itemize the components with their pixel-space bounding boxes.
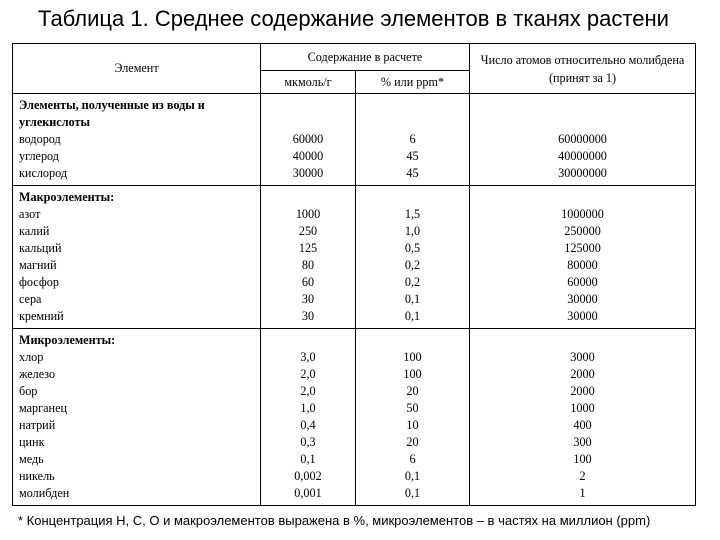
atoms-cell	[470, 94, 696, 186]
element-name: железо	[19, 367, 56, 381]
element-names-cell	[13, 94, 261, 186]
element-name: кальций	[19, 241, 62, 255]
element-name: хлор	[19, 350, 44, 364]
atoms-value: 60000000	[558, 132, 607, 146]
table-body	[13, 94, 696, 506]
mkmol-value: 60	[301, 275, 315, 289]
element-name: магний	[19, 258, 57, 272]
percent-value: 20	[406, 384, 419, 398]
percent-value: 0,5	[404, 241, 421, 255]
percent-value: 45	[406, 166, 419, 180]
percent-value: 1,5	[404, 207, 421, 221]
element-name: натрий	[19, 418, 56, 432]
mkmol-value: 125	[298, 241, 318, 255]
element-names-cell	[13, 329, 261, 506]
element-names-cell	[13, 186, 261, 329]
atoms-value: 300	[573, 435, 592, 449]
percent-value: 0,1	[404, 486, 421, 500]
atoms-value: 30000	[567, 309, 598, 323]
atoms-value: 250000	[564, 224, 601, 238]
element-name: фосфор	[19, 275, 59, 289]
percent-value: 1,0	[404, 224, 421, 238]
atoms-value: 1	[579, 486, 586, 500]
atoms-value: 3000	[570, 350, 595, 364]
atoms-value: 2000	[570, 384, 595, 398]
atoms-value: 30000000	[558, 166, 607, 180]
percent-value: 0,1	[404, 292, 421, 306]
atoms-value: 400	[573, 418, 592, 432]
percent-value: 6	[409, 452, 416, 466]
element-name: углерод	[19, 149, 60, 163]
percent-cell	[356, 329, 470, 506]
mkmol-value: 0,3	[300, 435, 316, 449]
atoms-value: 1000000	[561, 207, 604, 221]
table-row	[13, 329, 696, 506]
element-name: никель	[19, 469, 55, 483]
element-name: молибден	[19, 486, 70, 500]
mkmol-value: 1000	[295, 207, 321, 221]
mkmol-value: 80	[301, 258, 315, 272]
element-name: марганец	[19, 401, 67, 415]
element-name: сера	[19, 292, 42, 306]
header-atoms: Число атомов относительно молибдена (принят за 1)	[470, 44, 696, 94]
percent-cell	[356, 186, 470, 329]
mkmol-value: 0,4	[300, 418, 316, 432]
mkmol-value: 60000	[292, 132, 324, 146]
mkmol-value: 30000	[292, 166, 324, 180]
mkmol-value: 30	[301, 309, 315, 323]
table-row	[13, 94, 696, 186]
page-title: Таблица 1. Среднее содержание элементов в тканях растени	[38, 6, 669, 31]
element-name: медь	[19, 452, 44, 466]
percent-value: 0,1	[404, 309, 421, 323]
element-name: азот	[19, 207, 41, 221]
element-name: бор	[19, 384, 38, 398]
group-title: Макроэлементы:	[19, 190, 115, 204]
header-content-group: Содержание в расчете	[261, 44, 470, 71]
percent-value: 0,2	[404, 258, 421, 272]
percent-value: 45	[406, 149, 419, 163]
atoms-value: 40000000	[558, 149, 607, 163]
atoms-cell	[470, 329, 696, 506]
mkmol-value: 0,002	[294, 469, 322, 483]
elements-table	[12, 43, 696, 506]
percent-value: 0,1	[404, 469, 421, 483]
mkmol-value: 3,0	[300, 350, 316, 364]
mkmol-value: 40000	[292, 149, 324, 163]
percent-value: 20	[406, 435, 419, 449]
atoms-value: 2	[579, 469, 586, 483]
percent-value: 100	[403, 367, 422, 381]
atoms-value: 80000	[567, 258, 598, 272]
table-row	[13, 186, 696, 329]
mkmol-cell	[261, 329, 356, 506]
footnote: * Концентрация H, C, O и макроэлементов выражена в %, микроэлементов – в частях на миллион (ppm)	[18, 513, 651, 528]
mkmol-cell	[261, 94, 356, 186]
element-name: кремний	[19, 309, 64, 323]
mkmol-value: 0,001	[294, 486, 322, 500]
percent-value: 10	[406, 418, 419, 432]
element-name: калий	[19, 224, 50, 238]
percent-value: 50	[406, 401, 419, 415]
mkmol-cell	[261, 186, 356, 329]
element-name: цинк	[19, 435, 45, 449]
mkmol-value: 0,1	[300, 452, 316, 466]
atoms-value: 30000	[567, 292, 598, 306]
atoms-value: 100	[573, 452, 592, 466]
group-title: Элементы, полученные из воды и углекислоты	[19, 98, 205, 129]
mkmol-value: 250	[298, 224, 318, 238]
element-name: водород	[19, 132, 61, 146]
header-percent: % или ppm*	[356, 71, 470, 94]
percent-value: 6	[409, 132, 416, 146]
group-title: Микроэлементы:	[19, 333, 116, 347]
atoms-value: 125000	[564, 241, 601, 255]
mkmol-value: 30	[301, 292, 315, 306]
mkmol-value: 2,0	[300, 367, 316, 381]
percent-cell	[356, 94, 470, 186]
element-name: кислород	[19, 166, 68, 180]
header-mkmol: мкмоль/г	[261, 71, 356, 94]
percent-value: 100	[403, 350, 422, 364]
mkmol-value: 2,0	[300, 384, 316, 398]
atoms-value: 2000	[570, 367, 595, 381]
mkmol-value: 1,0	[300, 401, 316, 415]
atoms-value: 1000	[570, 401, 595, 415]
atoms-cell	[470, 186, 696, 329]
atoms-value: 60000	[567, 275, 598, 289]
header-element: Элемент	[13, 44, 261, 94]
percent-value: 0,2	[404, 275, 421, 289]
